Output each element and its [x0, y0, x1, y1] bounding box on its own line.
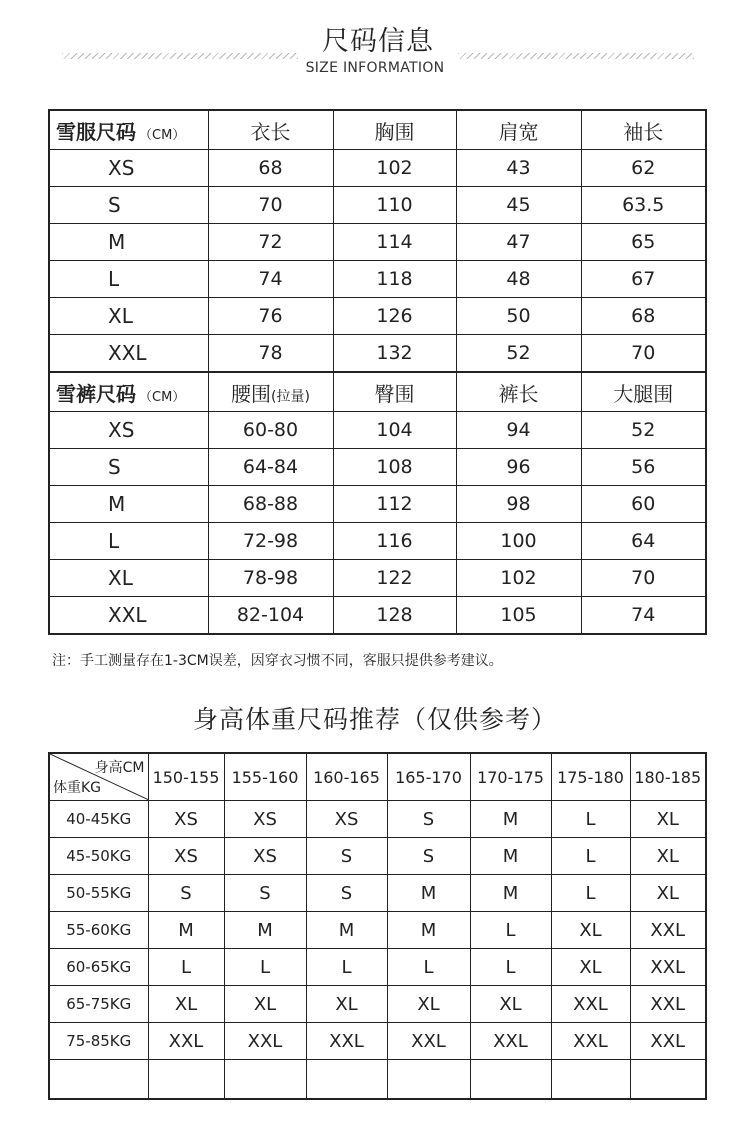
weight-range: 75-85KG: [49, 1023, 148, 1060]
jacket-row: [49, 150, 706, 187]
height-range: 160-165: [306, 753, 387, 801]
pants-size-label: 雪裤尺码 （CM）: [49, 372, 208, 412]
size-cell: XXL: [387, 1023, 470, 1060]
size-cell: XL: [306, 986, 387, 1023]
size-cell: L: [551, 801, 630, 838]
page-subtitle: SIZE INFORMATION: [305, 60, 445, 76]
table-cell: 110: [333, 187, 456, 224]
jacket-row: [49, 187, 706, 224]
size-cell: XL: [551, 912, 630, 949]
size-cell: M: [387, 875, 470, 912]
table-cell: 64: [581, 523, 706, 560]
jacket-row: [49, 224, 706, 261]
recommendation-row: [49, 1023, 706, 1060]
table-cell: 50: [456, 298, 581, 335]
recommendation-row: [49, 912, 706, 949]
table-cell: 72: [208, 224, 333, 261]
table-cell: 72-98: [208, 523, 333, 560]
size-cell: XS: [306, 801, 387, 838]
table-cell: 68: [208, 150, 333, 187]
height-range: 165-170: [387, 753, 470, 801]
recommendation-table: [48, 752, 707, 1100]
pants-col-header: 臀围: [333, 372, 456, 412]
table-cell: 102: [456, 560, 581, 597]
size-cell: XXL: [148, 1023, 224, 1060]
height-range: 170-175: [470, 753, 551, 801]
size-label: M: [49, 486, 208, 523]
size-cell: S: [224, 875, 306, 912]
size-cell: S: [387, 801, 470, 838]
size-label: L: [49, 261, 208, 298]
size-label: XXL: [49, 335, 208, 373]
size-cell: XS: [148, 838, 224, 875]
size-cell: L: [306, 949, 387, 986]
weight-range: 50-55KG: [49, 875, 148, 912]
corner-header: [49, 753, 148, 801]
size-cell: XL: [630, 801, 706, 838]
table-cell: 104: [333, 412, 456, 449]
empty-cell: [387, 1060, 470, 1100]
table-cell: 132: [333, 335, 456, 373]
table-cell: 100: [456, 523, 581, 560]
size-cell: M: [306, 912, 387, 949]
pants-col-header-waist: 腰围(拉量): [208, 372, 333, 412]
table-cell: 108: [333, 449, 456, 486]
size-cell: XXL: [630, 949, 706, 986]
size-cell: L: [470, 912, 551, 949]
jacket-row: [49, 335, 706, 373]
recommendation-title: 身高体重尺码推荐（仅供参考）: [192, 705, 557, 734]
jacket-col-header: 肩宽: [456, 110, 581, 150]
height-axis-label: 身高CM: [94, 760, 145, 776]
empty-cell: [630, 1060, 706, 1100]
height-range: 155-160: [224, 753, 306, 801]
table-cell: 74: [581, 597, 706, 635]
size-cell: S: [306, 838, 387, 875]
empty-cell: [470, 1060, 551, 1100]
table-cell: 47: [456, 224, 581, 261]
jacket-col-header: 衣长: [208, 110, 333, 150]
table-cell: 128: [333, 597, 456, 635]
table-cell: 78-98: [208, 560, 333, 597]
size-cell: XS: [148, 801, 224, 838]
pants-row: [49, 560, 706, 597]
table-cell: 114: [333, 224, 456, 261]
table-cell: 48: [456, 261, 581, 298]
weight-axis-label: 体重KG: [53, 780, 102, 796]
pants-header-row: [49, 372, 706, 412]
table-cell: 67: [581, 261, 706, 298]
table-cell: 118: [333, 261, 456, 298]
pants-row: [49, 597, 706, 635]
table-cell: 52: [581, 412, 706, 449]
size-cell: XL: [224, 986, 306, 1023]
recommendation-row: [49, 801, 706, 838]
jacket-header-row: [49, 110, 706, 150]
weight-range: 65-75KG: [49, 986, 148, 1023]
size-label: XL: [49, 298, 208, 335]
size-cell: XL: [387, 986, 470, 1023]
weight-range: 40-45KG: [49, 801, 148, 838]
table-cell: 96: [456, 449, 581, 486]
size-cell: M: [470, 875, 551, 912]
size-label: XXL: [49, 597, 208, 635]
page-title: 尺码信息: [322, 26, 434, 57]
pants-row: [49, 449, 706, 486]
size-cell: M: [470, 801, 551, 838]
size-cell: XL: [148, 986, 224, 1023]
pants-row: [49, 486, 706, 523]
size-cell: S: [387, 838, 470, 875]
recommendation-row: [49, 986, 706, 1023]
table-cell: 74: [208, 261, 333, 298]
size-label: M: [49, 224, 208, 261]
size-cell: XS: [224, 801, 306, 838]
size-cell: XL: [551, 949, 630, 986]
size-cell: XXL: [551, 1023, 630, 1060]
table-cell: 52: [456, 335, 581, 373]
size-label: XL: [49, 560, 208, 597]
size-cell: M: [224, 912, 306, 949]
table-cell: 65: [581, 224, 706, 261]
size-cell: XXL: [551, 986, 630, 1023]
size-cell: XS: [224, 838, 306, 875]
measurement-note: 注：手工测量存在1-3CM误差，因穿衣习惯不同，客服只提供参考建议。: [52, 653, 503, 669]
jacket-row: [49, 261, 706, 298]
table-cell: 116: [333, 523, 456, 560]
size-cell: M: [148, 912, 224, 949]
jacket-col-header: 袖长: [581, 110, 706, 150]
empty-cell: [551, 1060, 630, 1100]
table-cell: 105: [456, 597, 581, 635]
weight-range: 45-50KG: [49, 838, 148, 875]
table-cell: 56: [581, 449, 706, 486]
size-cell: XXL: [306, 1023, 387, 1060]
size-cell: XL: [470, 986, 551, 1023]
table-cell: 76: [208, 298, 333, 335]
table-cell: 64-84: [208, 449, 333, 486]
size-cell: M: [387, 912, 470, 949]
size-cell: L: [224, 949, 306, 986]
size-label: XS: [49, 412, 208, 449]
size-cell: XL: [630, 875, 706, 912]
size-cell: L: [387, 949, 470, 986]
weight-range: 55-60KG: [49, 912, 148, 949]
size-cell: XXL: [470, 1023, 551, 1060]
table-cell: 60: [581, 486, 706, 523]
size-label: L: [49, 523, 208, 560]
table-cell: 98: [456, 486, 581, 523]
size-cell: S: [148, 875, 224, 912]
table-cell: 102: [333, 150, 456, 187]
recommendation-row: [49, 875, 706, 912]
table-cell: 70: [581, 335, 706, 373]
empty-row: [49, 1060, 706, 1100]
weight-range: 60-65KG: [49, 949, 148, 986]
size-label: XS: [49, 150, 208, 187]
size-cell: XXL: [630, 986, 706, 1023]
size-cell: XXL: [630, 1023, 706, 1060]
jacket-size-label: 雪服尺码 （CM）: [49, 110, 208, 150]
pants-row: [49, 523, 706, 560]
recommendation-row: [49, 949, 706, 986]
table-cell: 60-80: [208, 412, 333, 449]
decorative-hatch-left: [62, 53, 298, 59]
height-range: 180-185: [630, 753, 706, 801]
size-cell: L: [551, 875, 630, 912]
table-cell: 68: [581, 298, 706, 335]
table-cell: 122: [333, 560, 456, 597]
empty-cell: [49, 1060, 148, 1100]
table-cell: 78: [208, 335, 333, 373]
table-cell: 70: [581, 560, 706, 597]
height-range: 175-180: [551, 753, 630, 801]
table-cell: 63.5: [581, 187, 706, 224]
size-cell: L: [551, 838, 630, 875]
empty-cell: [148, 1060, 224, 1100]
size-table: [48, 109, 707, 635]
table-cell: 43: [456, 150, 581, 187]
height-range: 150-155: [148, 753, 224, 801]
pants-col-header: 大腿围: [581, 372, 706, 412]
decorative-hatch-right: [458, 53, 694, 59]
table-cell: 68-88: [208, 486, 333, 523]
jacket-row: [49, 298, 706, 335]
pants-col-header: 裤长: [456, 372, 581, 412]
size-cell: XXL: [224, 1023, 306, 1060]
size-cell: M: [470, 838, 551, 875]
size-cell: S: [306, 875, 387, 912]
table-cell: 82-104: [208, 597, 333, 635]
table-cell: 112: [333, 486, 456, 523]
size-cell: L: [148, 949, 224, 986]
size-cell: XXL: [630, 912, 706, 949]
pants-row: [49, 412, 706, 449]
size-label: S: [49, 187, 208, 224]
table-cell: 126: [333, 298, 456, 335]
empty-cell: [306, 1060, 387, 1100]
table-cell: 62: [581, 150, 706, 187]
table-cell: 70: [208, 187, 333, 224]
jacket-col-header: 胸围: [333, 110, 456, 150]
size-label: S: [49, 449, 208, 486]
table-cell: 45: [456, 187, 581, 224]
recommendation-row: [49, 838, 706, 875]
empty-cell: [224, 1060, 306, 1100]
height-header-row: [49, 753, 706, 801]
size-cell: L: [470, 949, 551, 986]
table-cell: 94: [456, 412, 581, 449]
size-cell: XL: [630, 838, 706, 875]
